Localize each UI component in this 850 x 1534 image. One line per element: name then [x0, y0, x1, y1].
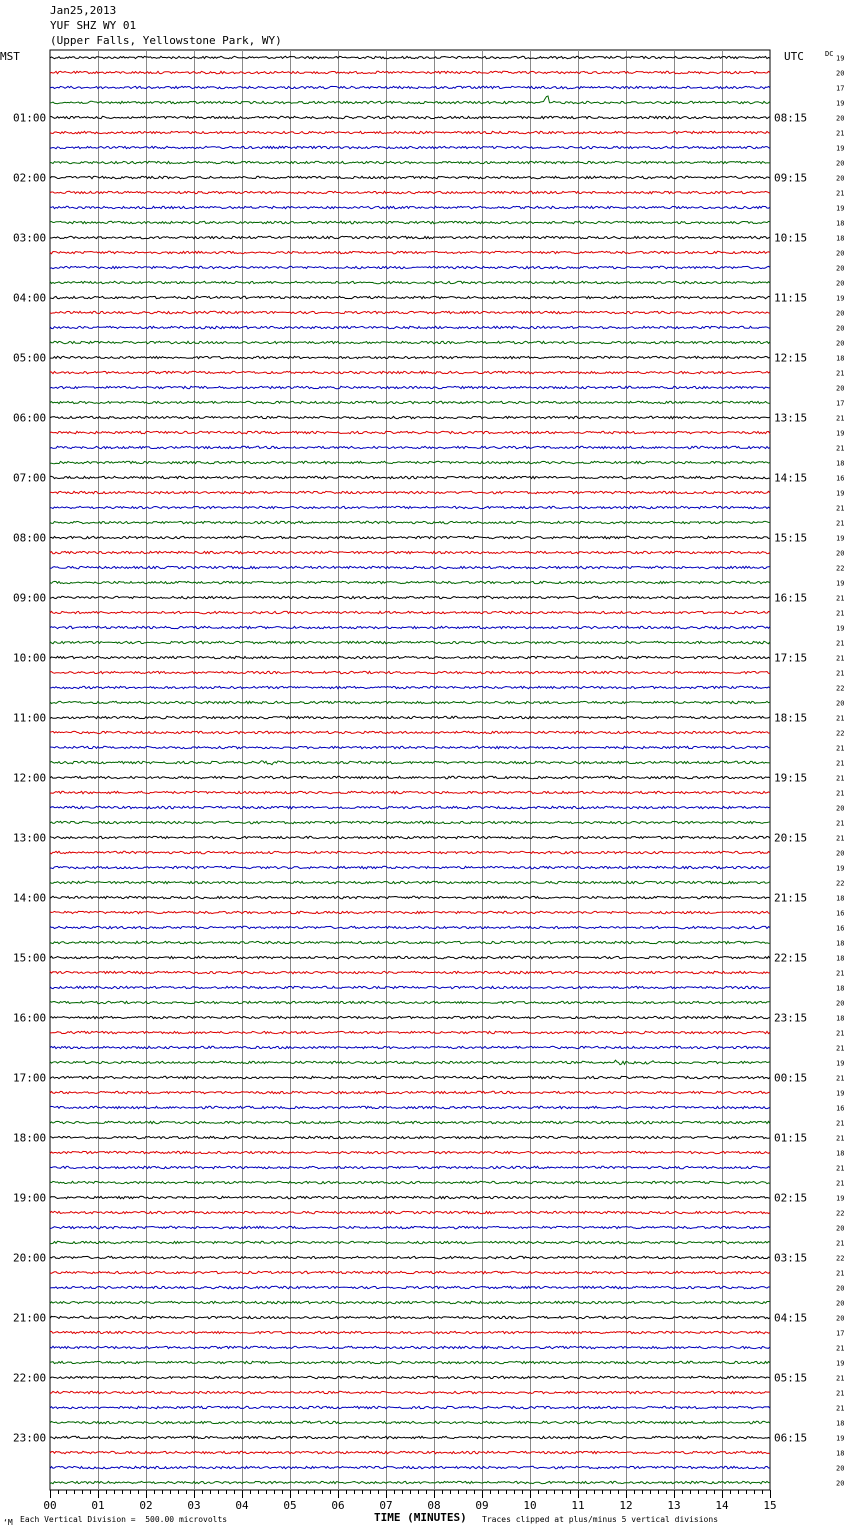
dc-offset-label: 18: [836, 1419, 845, 1428]
dc-offset-label: 21: [836, 744, 845, 753]
mst-hour-label: 18:00: [13, 1131, 47, 1145]
x-tick-label: 13: [667, 1499, 681, 1512]
seismic-trace: [50, 1241, 770, 1243]
seismic-trace: [50, 1286, 770, 1288]
seismic-trace: [50, 956, 770, 958]
seismic-trace: [50, 1016, 770, 1018]
seismic-trace: [50, 416, 770, 418]
dc-offset-label: 19: [836, 1194, 845, 1203]
seismic-trace: [50, 221, 770, 223]
x-tick-label: 04: [235, 1499, 249, 1512]
seismic-trace: [50, 551, 770, 553]
left-axis-title: MST: [0, 50, 20, 63]
mst-hour-label: 03:00: [13, 231, 47, 245]
seismic-trace: [50, 161, 770, 163]
seismic-trace: [50, 146, 770, 148]
dc-offset-label: 16: [836, 909, 845, 918]
mst-hour-label: 08:00: [13, 531, 47, 545]
seismic-trace: [50, 866, 770, 868]
dc-offset-label: 21: [836, 789, 845, 798]
dc-offset-label: 21: [836, 1374, 845, 1383]
dc-offset-label: 20: [836, 384, 845, 393]
x-tick-label: 00: [43, 1499, 57, 1512]
mst-hour-label: 21:00: [13, 1311, 47, 1325]
dc-header: DC: [825, 50, 834, 58]
seismic-trace: [50, 521, 770, 523]
utc-hour-label: 16:15: [774, 591, 808, 605]
seismic-trace: [50, 581, 770, 583]
seismic-trace: [50, 236, 770, 238]
utc-hour-label: 02:15: [774, 1191, 808, 1205]
seismic-trace: [50, 761, 770, 765]
dc-offset-label: 20: [836, 999, 845, 1008]
seismic-trace: [50, 506, 770, 508]
dc-offset-label: 21: [836, 369, 845, 378]
dc-offset-label: 20: [836, 174, 845, 183]
seismic-trace: [50, 281, 770, 283]
seismic-trace: [50, 1136, 770, 1138]
dc-offset-label: 16: [836, 924, 845, 933]
seismic-trace: [50, 1451, 770, 1453]
seismic-trace: [50, 356, 770, 358]
dc-offset-label: 21: [836, 129, 845, 138]
dc-offset-label: 19: [836, 54, 845, 63]
seismic-trace: [50, 716, 770, 718]
seismic-trace: [50, 911, 770, 913]
mst-hour-label: 23:00: [13, 1431, 47, 1445]
seismic-trace: [50, 296, 770, 298]
utc-hour-label: 05:15: [774, 1371, 808, 1385]
seismic-trace: [50, 971, 770, 973]
utc-hour-label: 18:15: [774, 711, 808, 725]
seismic-trace: [50, 1046, 770, 1048]
utc-hour-label: 20:15: [774, 831, 808, 845]
dc-offset-label: 19: [836, 294, 845, 303]
seismic-trace: [50, 776, 770, 778]
dc-offset-label: 21: [836, 1404, 845, 1413]
dc-offset-label: 20: [836, 1314, 845, 1323]
dc-offset-label: 21: [836, 444, 845, 453]
station-location: (Upper Falls, Yellowstone Park, WY): [50, 34, 282, 47]
dc-offset-label: 21: [836, 654, 845, 663]
dc-offset-label: 21: [836, 759, 845, 768]
dc-offset-label: 21: [836, 1074, 845, 1083]
seismic-trace: [50, 1376, 770, 1378]
seismic-trace: [50, 1121, 770, 1123]
dc-offset-label: 21: [836, 1179, 845, 1188]
dc-offset-label: 18: [836, 354, 845, 363]
seismic-trace: [50, 206, 770, 208]
x-tick-label: 15: [763, 1499, 777, 1512]
mst-hour-label: 12:00: [13, 771, 47, 785]
utc-hour-label: 10:15: [774, 231, 808, 245]
seismic-trace: [50, 806, 770, 808]
dc-offset-label: 18: [836, 1149, 845, 1158]
dc-offset-label: 19: [836, 204, 845, 213]
seismic-trace: [50, 401, 770, 403]
x-tick-label: 12: [619, 1499, 633, 1512]
dc-offset-label: 19: [836, 1434, 845, 1443]
seismic-trace: [50, 1301, 770, 1303]
dc-offset-label: 18: [836, 234, 845, 243]
dc-offset-label: 20: [836, 804, 845, 813]
x-tick-label: 03: [187, 1499, 201, 1512]
seismic-trace: [50, 746, 770, 748]
dc-offset-label: 18: [836, 459, 845, 468]
dc-offset-label: 20: [836, 1284, 845, 1293]
dc-offset-label: 19: [836, 489, 845, 498]
x-tick-label: 01: [91, 1499, 105, 1512]
seismic-trace: [50, 641, 770, 643]
seismic-trace: [50, 1031, 770, 1033]
dc-offset-label: 20: [836, 309, 845, 318]
dc-offset-label: 19: [836, 144, 845, 153]
mst-hour-label: 19:00: [13, 1191, 47, 1205]
dc-offset-label: 20: [836, 1299, 845, 1308]
utc-hour-label: 11:15: [774, 291, 808, 305]
seismic-trace: [50, 326, 770, 328]
dc-offset-label: 21: [836, 834, 845, 843]
utc-hour-label: 17:15: [774, 651, 808, 665]
seismic-trace: [50, 791, 770, 793]
seismic-trace: [50, 1226, 770, 1228]
seismic-trace: [50, 1106, 770, 1108]
dc-offset-label: 21: [836, 594, 845, 603]
seismic-trace: [50, 881, 770, 883]
dc-offset-label: 22: [836, 564, 845, 573]
mst-hour-label: 22:00: [13, 1371, 47, 1385]
seismic-trace: [50, 1316, 770, 1318]
plot-date: Jan25,2013: [50, 4, 117, 17]
dc-offset-label: 17: [836, 84, 845, 93]
dc-offset-label: 22: [836, 1209, 845, 1218]
seismic-trace: [50, 1001, 770, 1003]
utc-hour-label: 03:15: [774, 1251, 808, 1265]
dc-offset-label: 20: [836, 1224, 845, 1233]
mst-hour-label: 17:00: [13, 1071, 47, 1085]
seismic-trace: [50, 1391, 770, 1393]
seismic-trace: [50, 96, 770, 104]
utc-hour-label: 04:15: [774, 1311, 808, 1325]
seismic-trace: [50, 731, 770, 733]
seismic-trace: [50, 821, 770, 823]
dc-offset-label: 20: [836, 549, 845, 558]
seismic-trace: [50, 686, 770, 688]
seismic-trace: [50, 701, 770, 703]
dc-offset-label: 22: [836, 1254, 845, 1263]
dc-offset-label: 22: [836, 879, 845, 888]
seismic-trace: [50, 1076, 770, 1078]
dc-offset-label: 20: [836, 264, 845, 273]
utc-hour-label: 21:15: [774, 891, 808, 905]
seismic-trace: [50, 926, 770, 928]
mst-hour-label: 16:00: [13, 1011, 47, 1025]
mst-hour-label: 14:00: [13, 891, 47, 905]
utc-hour-label: 08:15: [774, 111, 808, 125]
x-tick-label: 10: [523, 1499, 537, 1512]
right-axis-title: UTC: [784, 50, 804, 63]
x-tick-label: 05: [283, 1499, 297, 1512]
dc-offset-label: 19: [836, 864, 845, 873]
utc-hour-label: 12:15: [774, 351, 808, 365]
seismic-trace: [50, 1166, 770, 1168]
seismic-trace: [50, 1331, 770, 1333]
mst-hour-label: 04:00: [13, 291, 47, 305]
dc-offset-label: 21: [836, 1134, 845, 1143]
seismic-trace: [50, 431, 770, 433]
dc-offset-label: 18: [836, 939, 845, 948]
dc-offset-label: 21: [836, 1344, 845, 1353]
utc-hour-label: 15:15: [774, 531, 808, 545]
seismic-trace: [50, 71, 770, 73]
dc-offset-label: 21: [836, 1044, 845, 1053]
utc-hour-label: 14:15: [774, 471, 808, 485]
mst-hour-label: 09:00: [13, 591, 47, 605]
seismic-trace: [50, 1406, 770, 1408]
seismic-trace: [50, 1091, 770, 1093]
seismic-trace: [50, 536, 770, 538]
dc-offset-label: 20: [836, 1479, 845, 1488]
dc-offset-label: 21: [836, 1389, 845, 1398]
dc-offset-label: 21: [836, 189, 845, 198]
mst-hour-label: 10:00: [13, 651, 47, 665]
mst-hour-label: 13:00: [13, 831, 47, 845]
seismic-trace: [50, 476, 770, 478]
seismic-trace: [50, 1346, 770, 1348]
dc-offset-label: 16: [836, 474, 845, 483]
utc-hour-label: 22:15: [774, 951, 808, 965]
seismic-trace: [50, 1421, 770, 1423]
seismic-trace: [50, 611, 770, 613]
dc-offset-label: 21: [836, 639, 845, 648]
seismic-trace: [50, 461, 770, 463]
seismic-trace: [50, 191, 770, 193]
seismic-trace: [50, 1060, 770, 1065]
dc-offset-label: 20: [836, 279, 845, 288]
dc-offset-label: 18: [836, 894, 845, 903]
seismic-trace: [50, 1271, 770, 1273]
scale-note: Each Vertical Division = 500.00 microvolts: [20, 1515, 228, 1524]
dc-offset-label: 21: [836, 1239, 845, 1248]
dc-offset-label: 21: [836, 609, 845, 618]
x-axis-title: TIME (MINUTES): [374, 1511, 467, 1524]
dc-offset-label: 19: [836, 1359, 845, 1368]
dc-offset-label: 20: [836, 339, 845, 348]
seismic-trace: [50, 836, 770, 838]
dc-offset-label: 18: [836, 954, 845, 963]
utc-hour-label: 23:15: [774, 1011, 808, 1025]
utc-hour-label: 06:15: [774, 1431, 808, 1445]
seismic-trace: [50, 1181, 770, 1183]
mst-hour-label: 15:00: [13, 951, 47, 965]
seismic-trace: [50, 986, 770, 988]
dc-offset-label: 20: [836, 249, 845, 258]
dc-offset-label: 21: [836, 1119, 845, 1128]
utc-hour-label: 09:15: [774, 171, 808, 185]
utc-hour-label: 19:15: [774, 771, 808, 785]
seismic-trace: [50, 131, 770, 133]
seismic-trace: [50, 896, 770, 898]
seismic-trace: [50, 941, 770, 943]
mst-hour-label: 06:00: [13, 411, 47, 425]
mst-hour-label: 07:00: [13, 471, 47, 485]
dc-offset-label: 22: [836, 684, 845, 693]
seismic-trace: [50, 851, 770, 853]
dc-offset-label: 18: [836, 219, 845, 228]
dc-offset-label: 20: [836, 69, 845, 78]
dc-offset-label: 20: [836, 849, 845, 858]
dc-offset-label: 18: [836, 1449, 845, 1458]
seismic-trace: [50, 1361, 770, 1363]
dc-offset-label: 16: [836, 1104, 845, 1113]
dc-offset-label: 19: [836, 579, 845, 588]
dc-offset-label: 21: [836, 714, 845, 723]
seismic-trace: [50, 1466, 770, 1468]
seismic-trace: [50, 596, 770, 598]
mst-hour-label: 20:00: [13, 1251, 47, 1265]
dc-offset-label: 19: [836, 429, 845, 438]
seismic-trace: [50, 86, 770, 88]
dc-offset-label: 18: [836, 1014, 845, 1023]
dc-offset-label: 21: [836, 969, 845, 978]
x-tick-label: 09: [475, 1499, 489, 1512]
dc-offset-label: 20: [836, 159, 845, 168]
mst-hour-label: 05:00: [13, 351, 47, 365]
dc-offset-label: 20: [836, 114, 845, 123]
dc-offset-label: 21: [836, 1269, 845, 1278]
dc-offset-label: 17: [836, 1329, 845, 1338]
x-tick-label: 11: [571, 1499, 585, 1512]
seismic-trace: [50, 341, 770, 343]
mst-hour-label: 02:00: [13, 171, 47, 185]
dc-offset-label: 17: [836, 399, 845, 408]
dc-offset-label: 19: [836, 99, 845, 108]
utc-hour-label: 00:15: [774, 1071, 808, 1085]
seismic-trace: [50, 626, 770, 628]
dc-offset-label: 19: [836, 534, 845, 543]
x-tick-label: 02: [139, 1499, 153, 1512]
dc-offset-label: 19: [836, 1089, 845, 1098]
seismic-trace: [50, 1256, 770, 1258]
dc-offset-label: 19: [836, 1059, 845, 1068]
seismic-trace: [50, 1196, 770, 1198]
station-code: YUF SHZ WY 01: [50, 19, 137, 32]
dc-offset-label: 21: [836, 1029, 845, 1038]
seismic-trace: [50, 446, 770, 448]
x-tick-label: 07: [379, 1499, 393, 1512]
corner-mark: ‘M: [3, 1518, 13, 1527]
seismic-trace: [50, 1436, 770, 1438]
seismic-trace: [50, 56, 770, 58]
seismic-trace: [50, 386, 770, 388]
seismic-trace: [50, 311, 770, 313]
mst-hour-label: 01:00: [13, 111, 47, 125]
seismic-trace: [50, 656, 770, 658]
utc-hour-label: 01:15: [774, 1131, 808, 1145]
x-tick-label: 14: [715, 1499, 729, 1512]
dc-offset-label: 21: [836, 519, 845, 528]
dc-offset-label: 21: [836, 669, 845, 678]
seismic-trace: [50, 371, 770, 373]
dc-offset-label: 20: [836, 324, 845, 333]
dc-offset-label: 21: [836, 504, 845, 513]
dc-offset-label: 21: [836, 414, 845, 423]
seismic-trace: [50, 251, 770, 253]
utc-hour-label: 13:15: [774, 411, 808, 425]
seismic-trace: [50, 1211, 770, 1213]
x-tick-label: 06: [331, 1499, 345, 1512]
seismic-trace: [50, 1481, 770, 1483]
x-tick-label: 08: [427, 1499, 441, 1512]
seismic-trace: [50, 671, 770, 673]
seismic-trace: [50, 266, 770, 268]
dc-offset-label: 20: [836, 699, 845, 708]
dc-offset-label: 20: [836, 1464, 845, 1473]
dc-offset-label: 19: [836, 624, 845, 633]
seismic-trace: [50, 116, 770, 118]
mst-hour-label: 11:00: [13, 711, 47, 725]
clip-note: Traces clipped at plus/minus 5 vertical divisions: [482, 1515, 719, 1524]
dc-offset-label: 21: [836, 774, 845, 783]
dc-offset-label: 22: [836, 729, 845, 738]
seismic-trace: [50, 491, 770, 493]
seismic-trace: [50, 176, 770, 178]
seismic-trace: [50, 566, 770, 568]
seismic-trace: [50, 1151, 770, 1153]
dc-offset-label: 21: [836, 1164, 845, 1173]
dc-offset-label: 18: [836, 984, 845, 993]
dc-offset-label: 21: [836, 819, 845, 828]
